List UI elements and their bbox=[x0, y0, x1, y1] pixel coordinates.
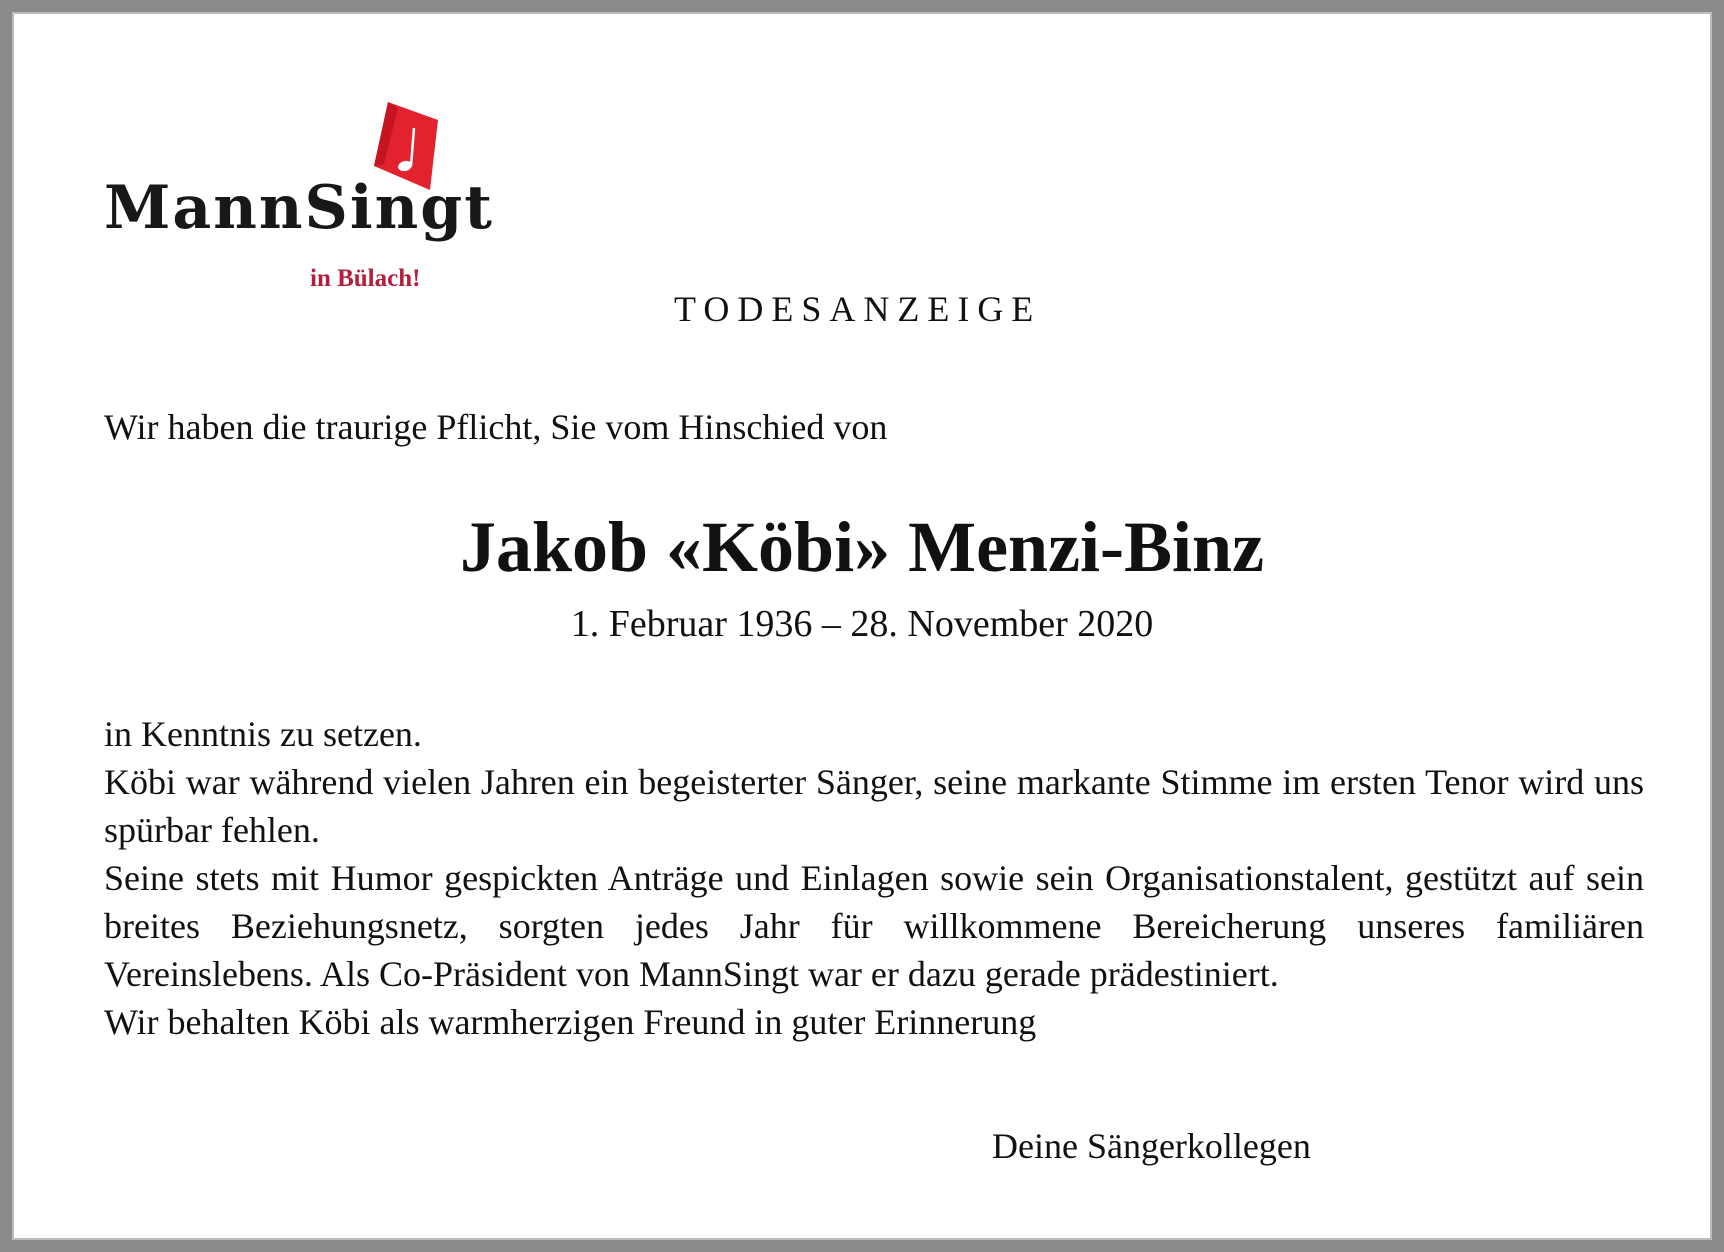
notice-body bbox=[104, 710, 1644, 1046]
notice-heading: TODESANZEIGE bbox=[674, 289, 1042, 329]
body-paragraph: in Kenntnis zu setzen. bbox=[104, 714, 422, 754]
intro-text: Wir haben die traurige Pflicht, Sie vom Hinschied von bbox=[104, 407, 888, 447]
life-dates: 1. Februar 1936 – 28. November 2020 bbox=[570, 603, 1154, 645]
logo-wordmark: MannSingt bbox=[104, 173, 494, 243]
body-paragraph: Seine stets mit Humor gespickten Anträge und Einlagen sowie sein Organisationstalent, gestützt auf sein breites Beziehungsnetz, sorgten jedes Jahr für willkommene Bereicherung unseres familiären Vereinslebens. Als Co-Präsident von MannSingt war er dazu gerade prädestiniert. bbox=[104, 858, 1644, 994]
document-page bbox=[12, 12, 1712, 1240]
deceased-name: Jakob «Köbi» Menzi-Binz bbox=[459, 507, 1265, 587]
mannsingt-logo bbox=[94, 102, 514, 302]
body-paragraph: Wir behalten Köbi als warmherzigen Freund in guter Erinnerung bbox=[104, 1002, 1037, 1042]
signature: Deine Sängerkollegen bbox=[992, 1126, 1311, 1166]
body-paragraph: Köbi war während vielen Jahren ein begeisterter Sänger, seine markante Stimme im ersten Tenor wird uns spürbar fehlen. bbox=[104, 762, 1644, 850]
logo-tagline: in Bülach! bbox=[310, 265, 421, 292]
